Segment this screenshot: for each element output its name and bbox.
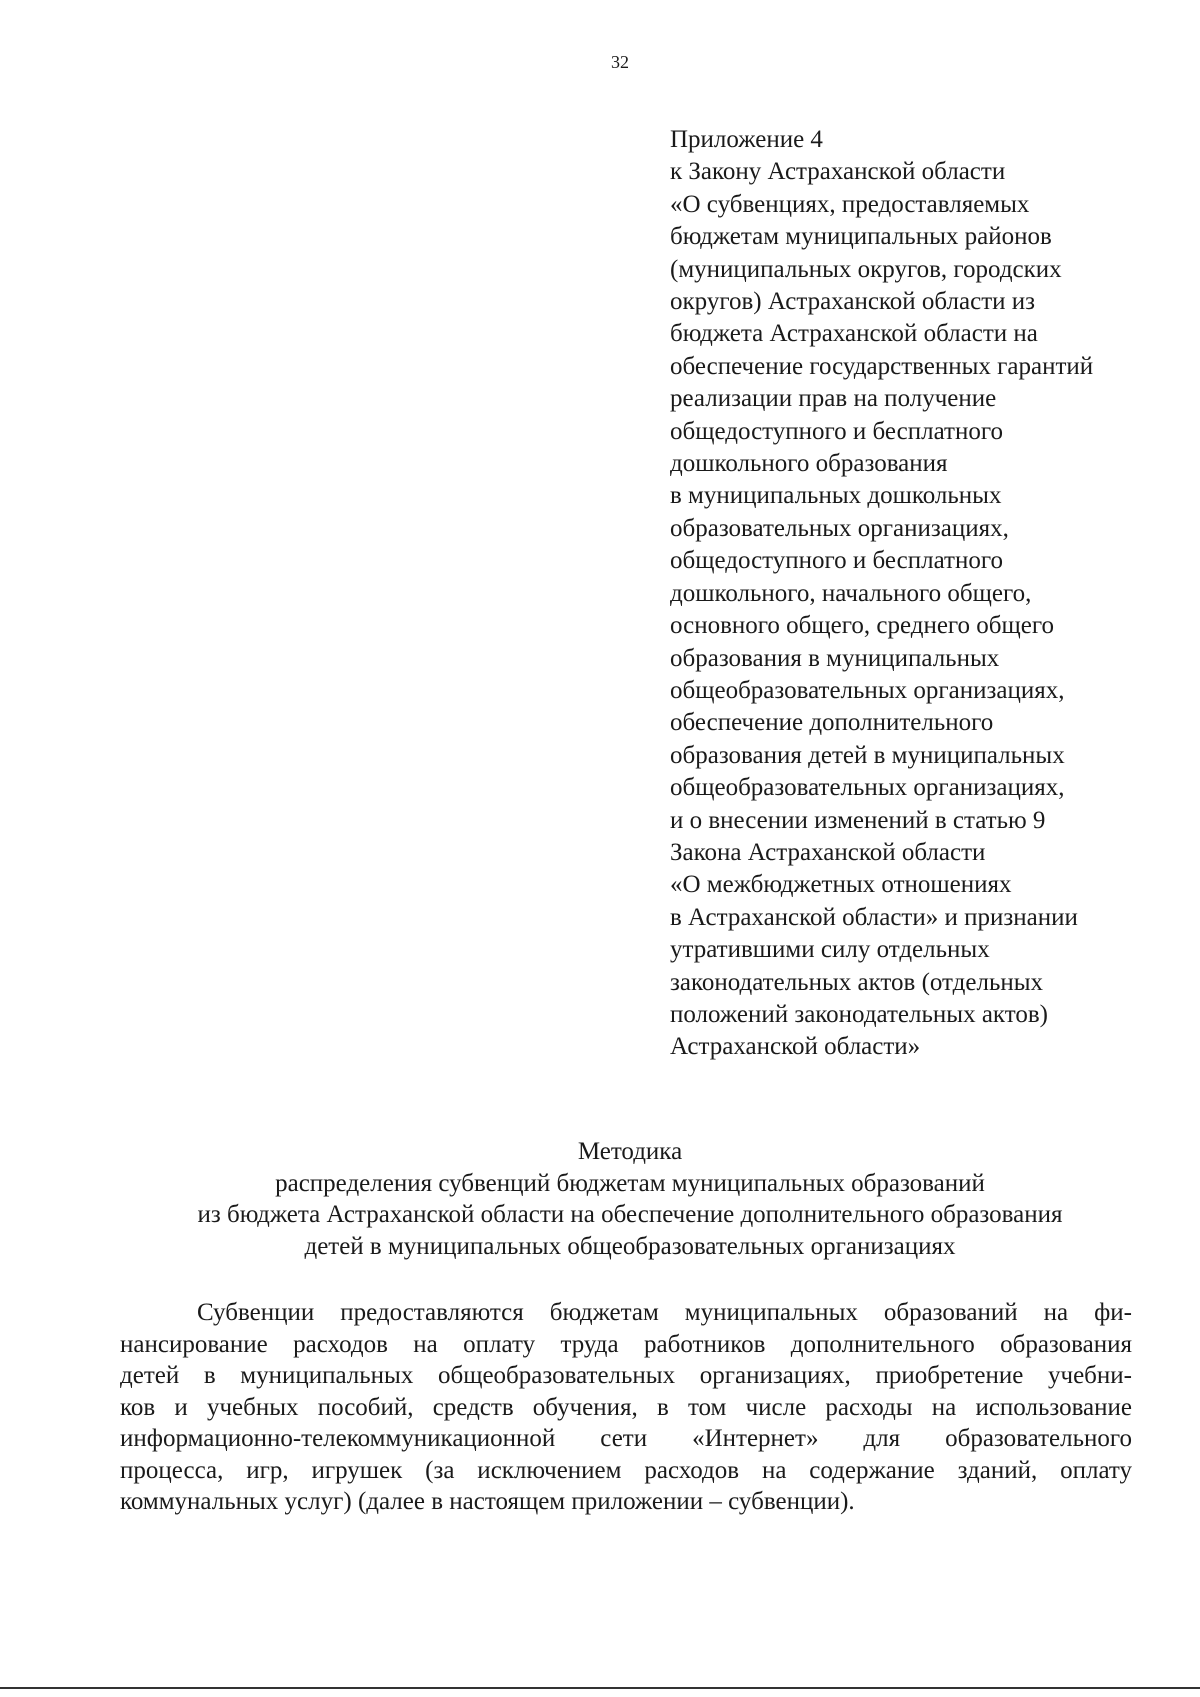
appendix-line: Астраханской области» xyxy=(670,1033,921,1061)
appendix-line: к Закону Астраханской области xyxy=(670,158,1006,186)
appendix-line: положений законодательных актов) xyxy=(670,1000,1048,1028)
appendix-line: дошкольного, начального общего, xyxy=(670,579,1032,607)
appendix-line: дошкольного образования xyxy=(670,450,948,478)
appendix-line: общедоступного и бесплатного xyxy=(670,417,1003,445)
appendix-line: Закона Астраханской области xyxy=(670,838,986,866)
appendix-line: образовательных организациях, xyxy=(670,514,1009,542)
page-number: 32 xyxy=(611,52,629,72)
appendix-line: бюджетам муниципальных районов xyxy=(670,223,1052,251)
appendix-line: «О субвенциях, предоставляемых xyxy=(670,190,1030,218)
appendix-header xyxy=(670,124,1190,1064)
appendix-line: обеспечение дополнительного xyxy=(670,709,994,737)
methodology-title-line: детей в муниципальных общеобразовательных организациях xyxy=(304,1232,956,1260)
appendix-line: утратившими силу отдельных xyxy=(670,936,990,964)
paragraph-line: нансирование расходов на оплату труда работников дополнительного образования xyxy=(120,1330,1132,1358)
appendix-line: реализации прав на получение xyxy=(670,385,997,413)
methodology-title-line: распределения субвенций бюджетам муниципальных образований xyxy=(275,1169,985,1197)
paragraph-line: коммунальных услуг) (далее в настоящем приложении – субвенции). xyxy=(120,1488,855,1515)
body-paragraph xyxy=(120,1297,1132,1518)
bottom-rule xyxy=(0,1687,1200,1689)
methodology-title-line: Методика xyxy=(577,1138,683,1165)
appendix-line: в Астраханской области» и признании xyxy=(670,903,1078,931)
appendix-line: Приложение 4 xyxy=(670,126,823,153)
appendix-line: образования в муниципальных xyxy=(670,644,1000,672)
paragraph-line: детей в муниципальных общеобразовательных организациях, приобретение учебни- xyxy=(120,1362,1132,1389)
methodology-title-line: из бюджета Астраханской области на обеспечение дополнительного образования xyxy=(197,1201,1063,1228)
paragraph-line: информационно-телекоммуникационной сети «Интернет» для образовательного xyxy=(120,1425,1132,1452)
appendix-line: в муниципальных дошкольных xyxy=(670,482,1002,510)
paragraph-line: ков и учебных пособий, средств обучения, в том числе расходы на использование xyxy=(120,1393,1132,1421)
appendix-line: обеспечение государственных гарантий xyxy=(670,352,1094,380)
appendix-line: (муниципальных округов, городских xyxy=(670,255,1062,283)
appendix-line: округов) Астраханской области из xyxy=(670,288,1036,316)
appendix-line: и о внесении изменений в статью 9 xyxy=(670,806,1046,834)
appendix-line: общедоступного и бесплатного xyxy=(670,547,1003,575)
paragraph-line: Субвенции предоставляются бюджетам муниципальных образований на фи- xyxy=(197,1299,1132,1326)
appendix-line: «О межбюджетных отношениях xyxy=(670,871,1012,899)
appendix-line: бюджета Астраханской области на xyxy=(670,320,1038,348)
methodology-title xyxy=(120,1136,1140,1262)
appendix-line: общеобразовательных организациях, xyxy=(670,774,1065,802)
paragraph-line: процесса, игр, игрушек (за исключением расходов на содержание зданий, оплату xyxy=(120,1456,1132,1484)
appendix-line: образования детей в муниципальных xyxy=(670,741,1065,769)
appendix-line: законодательных актов (отдельных xyxy=(670,968,1044,996)
appendix-line: основного общего, среднего общего xyxy=(670,612,1054,640)
appendix-line: общеобразовательных организациях, xyxy=(670,676,1065,704)
